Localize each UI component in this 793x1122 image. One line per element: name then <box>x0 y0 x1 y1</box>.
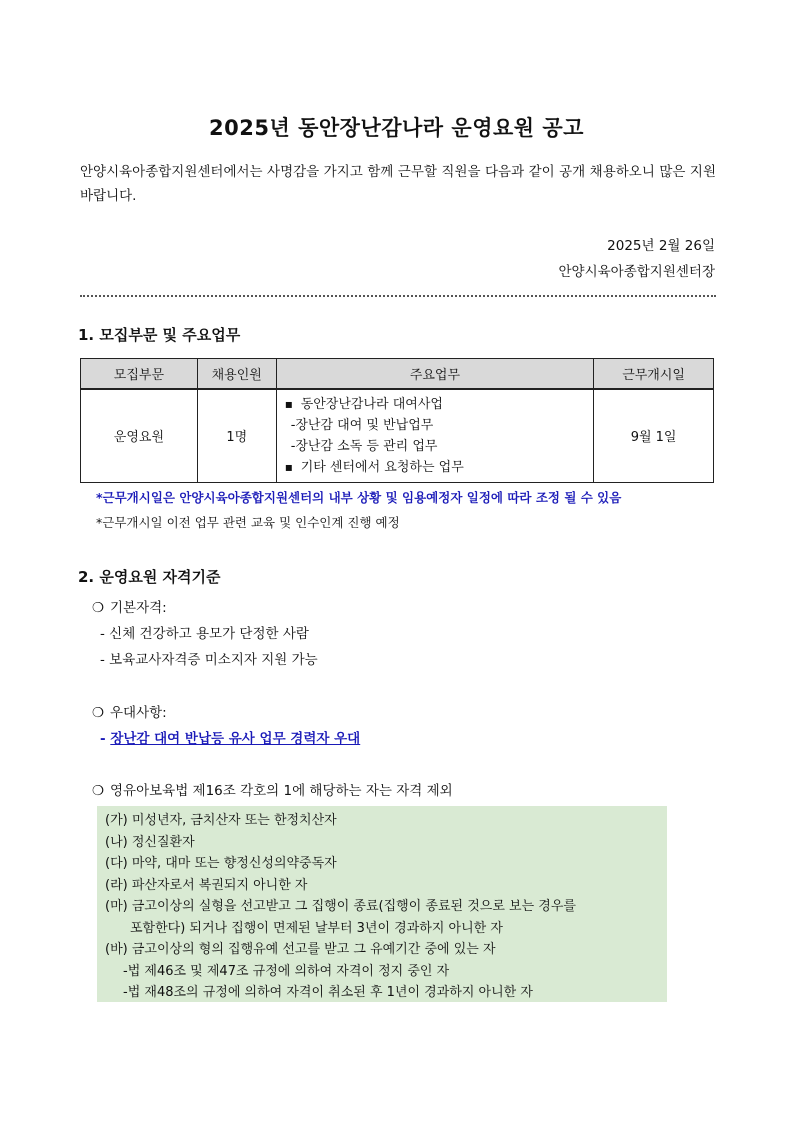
preference-dash: - <box>100 731 106 747</box>
circle-bullet-icon: ❍ <box>92 783 105 799</box>
basic-item: - 신체 건강하고 용모가 단정한 사람 <box>100 626 309 642</box>
header-count: 채용인원 <box>197 359 276 389</box>
disq-item: (다) 마약, 대마 또는 향정신성의약중독자 <box>105 856 337 871</box>
preference-label-text: 우대사항: <box>110 705 167 721</box>
announcement-date: 2025년 2월 26일 <box>607 238 715 254</box>
intro-paragraph: 안양시육아종합지원센터에서는 사명감을 가지고 함께 근무할 직원을 다음과 같이 공개 채용하오니 많은 지원 바랍니다. <box>80 164 716 204</box>
preference-label <box>92 701 167 721</box>
basic-item: - 보육교사자격증 미소지자 지원 가능 <box>100 652 318 668</box>
start-date-note: *근무개시일은 안양시육아종합지원센터의 내부 상황 및 임용예정자 일정에 따라 조정 될 수 있음 <box>96 490 622 505</box>
disq-label-text: 영유아보육법 제16조 각호의 1에 해당하는 자는 자격 제외 <box>110 783 453 799</box>
disq-item: (나) 정신질환자 <box>105 834 195 850</box>
circle-bullet-icon: ❍ <box>92 705 105 721</box>
section-2-heading: 2. 운영요원 자격기준 <box>78 568 221 586</box>
recruitment-table <box>80 358 714 483</box>
duty-item: ▪ 동안장난감나라 대여사업 <box>285 394 585 415</box>
table-header-row <box>81 359 714 389</box>
training-note: *근무개시일 이전 업무 관련 교육 및 인수인계 진행 예정 <box>96 515 400 530</box>
duty-subitem: -장난감 소독 등 관리 업무 <box>290 438 438 454</box>
cell-position: 운영요원 <box>81 389 198 483</box>
preference-item <box>100 727 360 747</box>
disq-item: (가) 미성년자, 금치산자 또는 한정치산자 <box>105 813 337 828</box>
disq-item-continuation: 포함한다) 되거나 집행이 면제된 날부터 3년이 경과하지 아니한 자 <box>130 920 503 936</box>
disq-subitem: -법 제46조 및 제47조 규정에 의하여 자격이 정지 중인 자 <box>123 963 450 979</box>
disq-item: (바) 금고이상의 형의 집행유예 선고를 받고 그 유예기간 중에 있는 자 <box>105 942 496 957</box>
duty-item: ▪ 기타 센터에서 요청하는 업무 <box>285 457 585 478</box>
header-duties: 주요업무 <box>276 359 593 389</box>
cell-start-date: 9월 1일 <box>594 389 714 483</box>
cell-count: 1명 <box>197 389 276 483</box>
disqualification-label <box>92 779 453 799</box>
disq-item: (라) 파산자로서 복권되지 아니한 자 <box>105 877 308 893</box>
circle-bullet-icon: ❍ <box>92 600 105 616</box>
header-start-date: 근무개시일 <box>594 359 714 389</box>
page-title: 2025년 동안장난감나라 운영요원 공고 <box>209 116 584 140</box>
table-row <box>81 389 714 483</box>
header-position: 모집부문 <box>81 359 198 389</box>
section-1-heading: 1. 모집부문 및 주요업무 <box>78 326 241 344</box>
cell-duties <box>276 389 593 483</box>
preference-text: 장난감 대여 반납등 유사 업무 경력자 우대 <box>110 731 361 747</box>
basic-qualification-label <box>92 596 167 616</box>
issuer-name: 안양시육아종합지원센터장 <box>558 264 715 280</box>
basic-label-text: 기본자격: <box>110 600 167 616</box>
disq-item: (마) 금고이상의 실형을 선고받고 그 집행이 종료(집행이 종료된 것으로 보는 경우를 <box>105 899 576 914</box>
disq-subitem: -법 재48조의 규정에 의하여 자격이 취소된 후 1년이 경과하지 아니한 자 <box>123 985 533 1000</box>
dotted-divider <box>80 295 716 297</box>
duty-subitem: -장난감 대여 및 반납업무 <box>290 417 434 433</box>
disqualification-box <box>97 806 667 1002</box>
